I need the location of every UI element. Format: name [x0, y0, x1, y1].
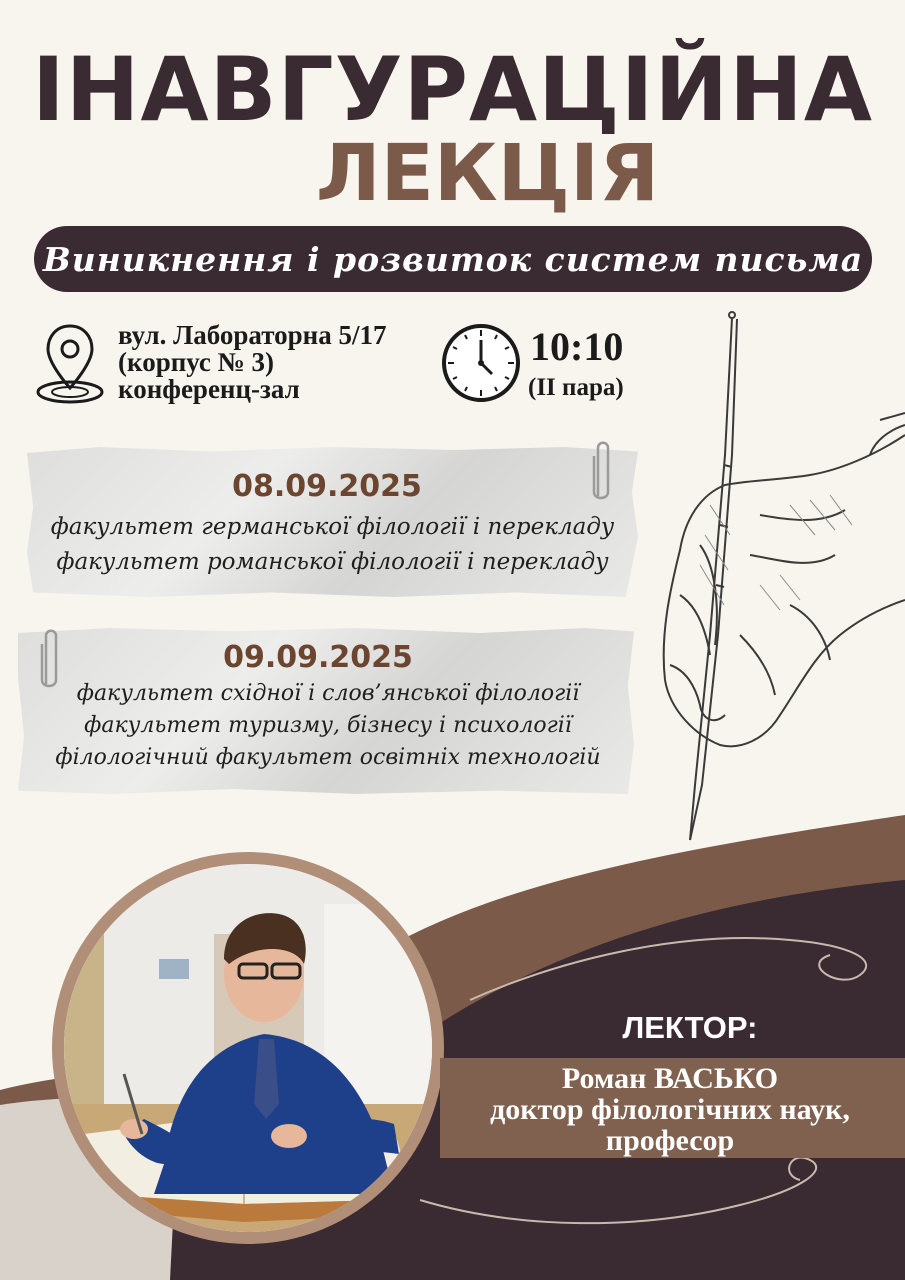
- faculty-line: факультет германської філології і перекладу: [50, 514, 615, 540]
- session-date: 09.09.2025: [223, 640, 413, 675]
- address-line: (корпус № 3): [118, 347, 275, 377]
- address-line: конференц-зал: [118, 374, 300, 404]
- clock-icon: [440, 322, 522, 404]
- faculty-line: філологічний факультет освітніх технологій: [55, 745, 601, 770]
- faculty-line: факультет романської філології і перекладу: [56, 549, 609, 575]
- lecture-time: 10:10: [530, 324, 624, 369]
- lector-name: Роман ВАСЬКО: [561, 1062, 779, 1095]
- hand-with-pen-illustration: [640, 305, 905, 850]
- faculty-line: факультет туризму, бізнесу і психології: [84, 713, 572, 738]
- lector-degree: доктор філологічних наук,: [490, 1093, 850, 1126]
- faculty-line: факультет східної і слов’янської філології: [76, 681, 580, 706]
- lecture-period: (II пара): [528, 374, 624, 401]
- location-pin-icon: [34, 320, 106, 406]
- lector-title: професор: [605, 1124, 735, 1157]
- lecture-topic: Виникнення і розвиток систем письма: [42, 239, 864, 279]
- lector-label: ЛЕКТОР:: [622, 1010, 758, 1045]
- venue-address: [118, 322, 386, 403]
- title-line-1: ІНАВГУРАЦІЙНА: [32, 38, 873, 141]
- lector-photo: [64, 864, 432, 1232]
- title-line-2: ЛЕКЦІЯ: [315, 129, 660, 219]
- address-line: вул. Лабораторна 5/17: [118, 320, 387, 350]
- lector-portrait-illustration: [64, 864, 432, 1232]
- session-date: 08.09.2025: [232, 469, 422, 504]
- subtitle-banner: [34, 226, 872, 292]
